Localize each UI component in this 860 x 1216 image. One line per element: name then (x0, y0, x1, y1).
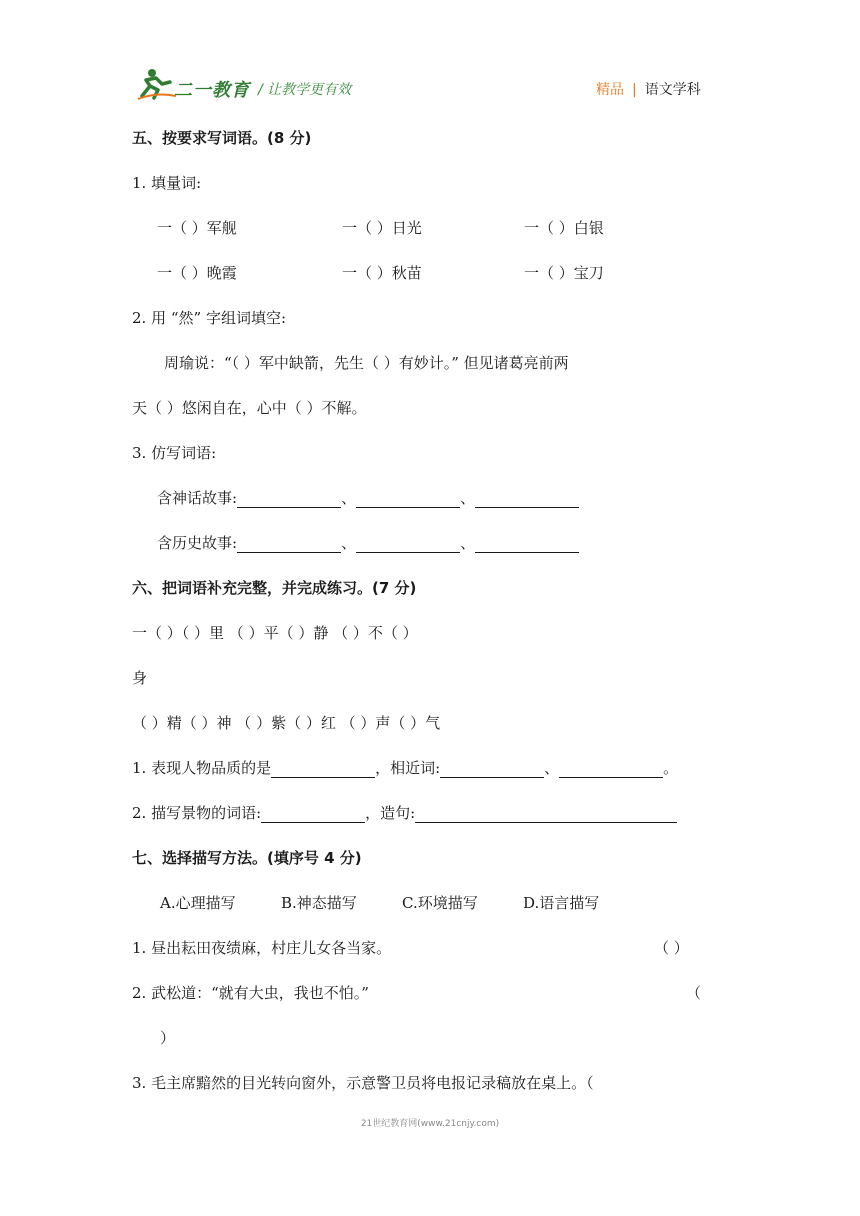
answer-blank[interactable] (475, 536, 579, 553)
s7-q2: 2. 武松道：“就有大虫，我也不怕。” (132, 984, 369, 1002)
measure-word-1: 一（ ）军舰 (157, 219, 237, 237)
history-label: 含历史故事: (157, 534, 238, 552)
s6-row1: 一（ ）（ ）里 （ ）平（ ）静 （ ）不（ ） (132, 624, 418, 642)
answer-blank[interactable] (356, 536, 460, 553)
answer-blank[interactable] (237, 491, 341, 508)
answer-blank[interactable] (356, 491, 460, 508)
s6-q1 (132, 758, 678, 778)
answer-blank[interactable] (440, 761, 544, 778)
s7-q2-paren-open: （ (686, 984, 702, 1002)
option-d: D.语言描写 (523, 894, 600, 912)
page-footer: 21世纪教育网(www.21cnjy.com) (360, 1119, 500, 1129)
brand-quality: 精品 (596, 82, 624, 98)
s6-row2: （ ）精（ ）神 （ ）紫（ ）红 （ ）声（ ）气 (132, 714, 441, 732)
s7-q3: 3. 毛主席黯然的目光转向窗外，示意警卫员将电报记录稿放在桌上。（ (132, 1074, 594, 1092)
answer-blank[interactable] (271, 761, 375, 778)
myth-label: 含神话故事: (157, 489, 238, 507)
s5-q2-line1: 周瑜说：“（ ）军中缺箭，先生（ ）有妙计。” 但见诸葛亮前两 (164, 354, 569, 372)
brand-label (596, 79, 701, 99)
s7-q1-paren: （ ） (654, 939, 689, 957)
measure-word-5: 一（ ）秋苗 (342, 264, 422, 282)
s5-q3: 3. 仿写词语: (132, 444, 217, 462)
s6-row1-wrap: 身 (132, 669, 148, 687)
option-c: C.环境描写 (402, 894, 478, 912)
s6-q2-label: 2. 描写景物的词语: (132, 804, 262, 822)
s7-q2-paren-close: ） (160, 1029, 176, 1047)
measure-word-2: 一（ ）日光 (342, 219, 422, 237)
sentence-blank[interactable] (415, 806, 677, 823)
separator: 、 (341, 489, 357, 507)
s6-q1-mid: ，相近词: (375, 759, 441, 777)
slogan: / 让教学更有效 (258, 82, 352, 98)
s5-q3-history-row (157, 533, 579, 553)
s5-q2: 2. 用 “然” 字组词填空: (132, 309, 287, 327)
section-7-title: 七、选择描写方法。(填序号 4 分) (132, 849, 362, 867)
measure-word-4: 一（ ）晚霞 (157, 264, 237, 282)
s6-q2 (132, 803, 677, 823)
page-header (0, 0, 860, 110)
option-b: B.神态描写 (281, 894, 357, 912)
s5-q1: 1. 填量词: (132, 174, 202, 192)
s7-q1: 1. 昼出耘田夜绩麻，村庄儿女各当家。 (132, 939, 392, 957)
brand-subject: 语文学科 (644, 82, 701, 98)
logo-text: 二一教育 (174, 80, 250, 101)
separator: 、 (460, 534, 476, 552)
section-6-title: 六、把词语补充完整，并完成练习。(7 分) (132, 579, 417, 597)
answer-blank[interactable] (475, 491, 579, 508)
s6-q2-mid: ，造句: (365, 804, 416, 822)
answer-blank[interactable] (559, 761, 663, 778)
s6-q1-end: 。 (663, 759, 679, 777)
measure-word-3: 一（ ）白银 (524, 219, 604, 237)
s6-q1-label: 1. 表现人物品质的是 (132, 759, 272, 777)
section-5-title: 五、按要求写词语。(8 分) (132, 129, 312, 147)
brand-divider: | (632, 82, 637, 98)
answer-blank[interactable] (261, 806, 365, 823)
separator: 、 (460, 489, 476, 507)
s5-q2-line2: 天（ ）悠闲自在，心中（ ）不解。 (132, 399, 367, 417)
measure-word-6: 一（ ）宝刀 (524, 264, 604, 282)
separator: 、 (544, 759, 560, 777)
separator: 、 (341, 534, 357, 552)
s5-q3-myth-row (157, 488, 579, 508)
answer-blank[interactable] (237, 536, 341, 553)
option-a: A.心理描写 (160, 894, 236, 912)
